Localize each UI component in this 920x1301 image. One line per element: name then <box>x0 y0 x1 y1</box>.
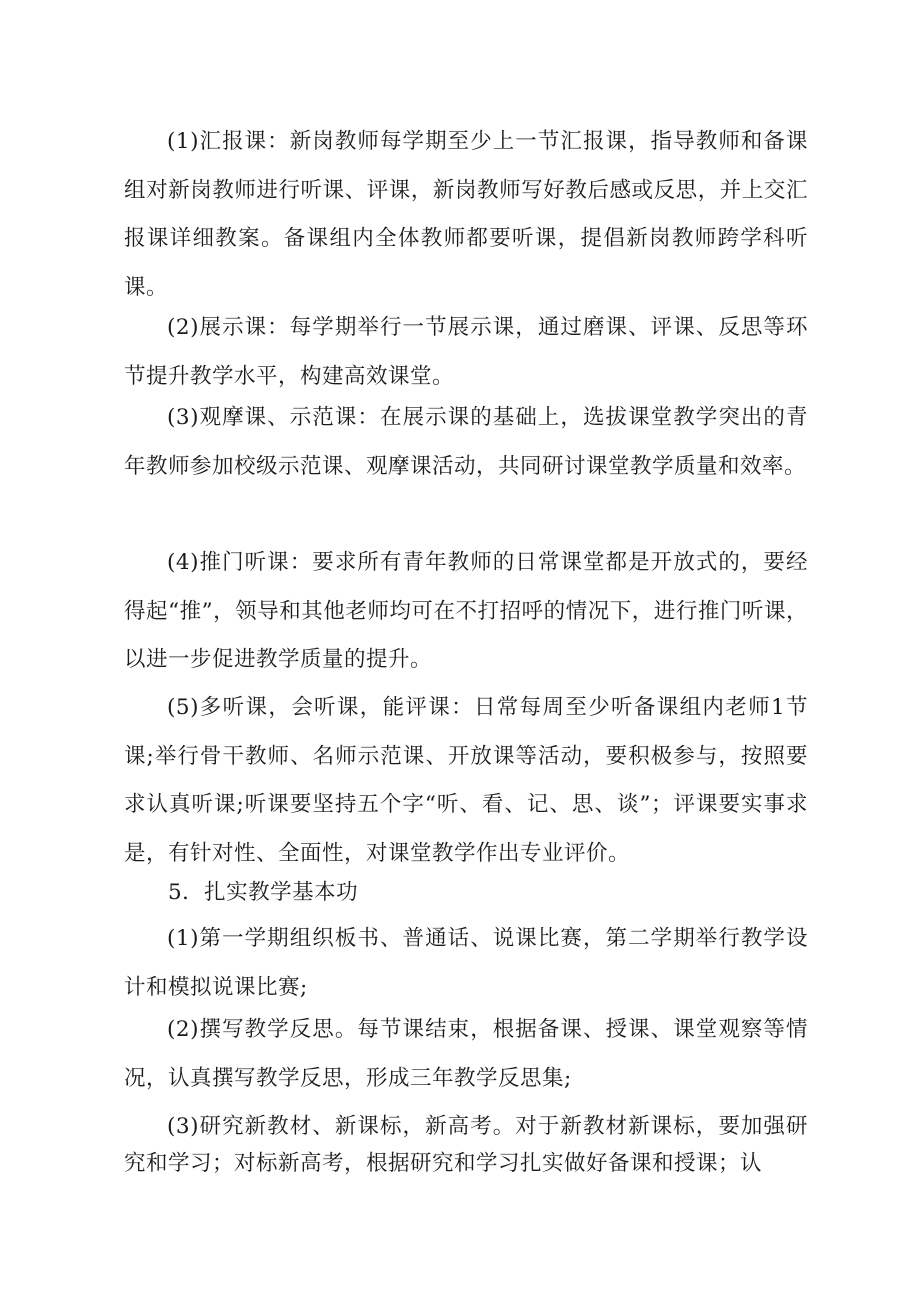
paragraph-teaching-reflection: (2)撰写教学反思。每节课结束，根据备课、授课、课堂观察等情况，认真撰写教学反思，形成三年教学反思集; <box>124 1017 808 1091</box>
paragraph-lesson-evaluation: (5)多听课，会听课，能评课：日常每周至少听备课组内老师1节课;举行骨干教师、名师示范课、开放课等活动，要积极参与，按照要求认真听课;听课要坚持五个字“听、看、记、思、谈”；评课要实事求是，有针对性、全面性，对课堂教学作出专业评价。 <box>124 695 808 866</box>
paragraph-drop-in-lesson: (4)推门听课：要求所有青年教师的日常课堂都是开放式的，要经得起“推”，领导和其他老师均可在不打招呼的情况下，进行推门听课，以进一步促进教学质量的提升。 <box>124 550 808 672</box>
paragraph-report-lesson: (1)汇报课：新岗教师每学期至少上一节汇报课，指导教师和备课组对新岗教师进行听课、评课，新岗教师写好教后感或反思，并上交汇报课详细教案。备课组内全体教师都要听课，提倡新岗教师跨学科听课。 <box>124 129 808 300</box>
paragraph-new-curriculum: (3)研究新教材、新课标，新高考。对于新教材新课标，要加强研究和学习；对标新高考，根据研究和学习扎实做好备课和授课；认 <box>124 1114 808 1176</box>
section-heading: 5．扎实教学基本功 <box>168 880 359 905</box>
paragraph-observation-lesson: (3)观摩课、示范课：在展示课的基础上，选拔课堂教学突出的青年教师参加校级示范课、观摩课活动，共同研讨课堂教学质量和效率。 <box>124 405 808 479</box>
paragraph-demo-lesson: (2)展示课：每学期举行一节展示课，通过磨课、评课、反思等环节提升教学水平，构建高效课堂。 <box>124 315 808 389</box>
paragraph-competitions: (1)第一学期组织板书、普通话、说课比赛，第二学期举行教学设计和模拟说课比赛; <box>124 926 808 1000</box>
